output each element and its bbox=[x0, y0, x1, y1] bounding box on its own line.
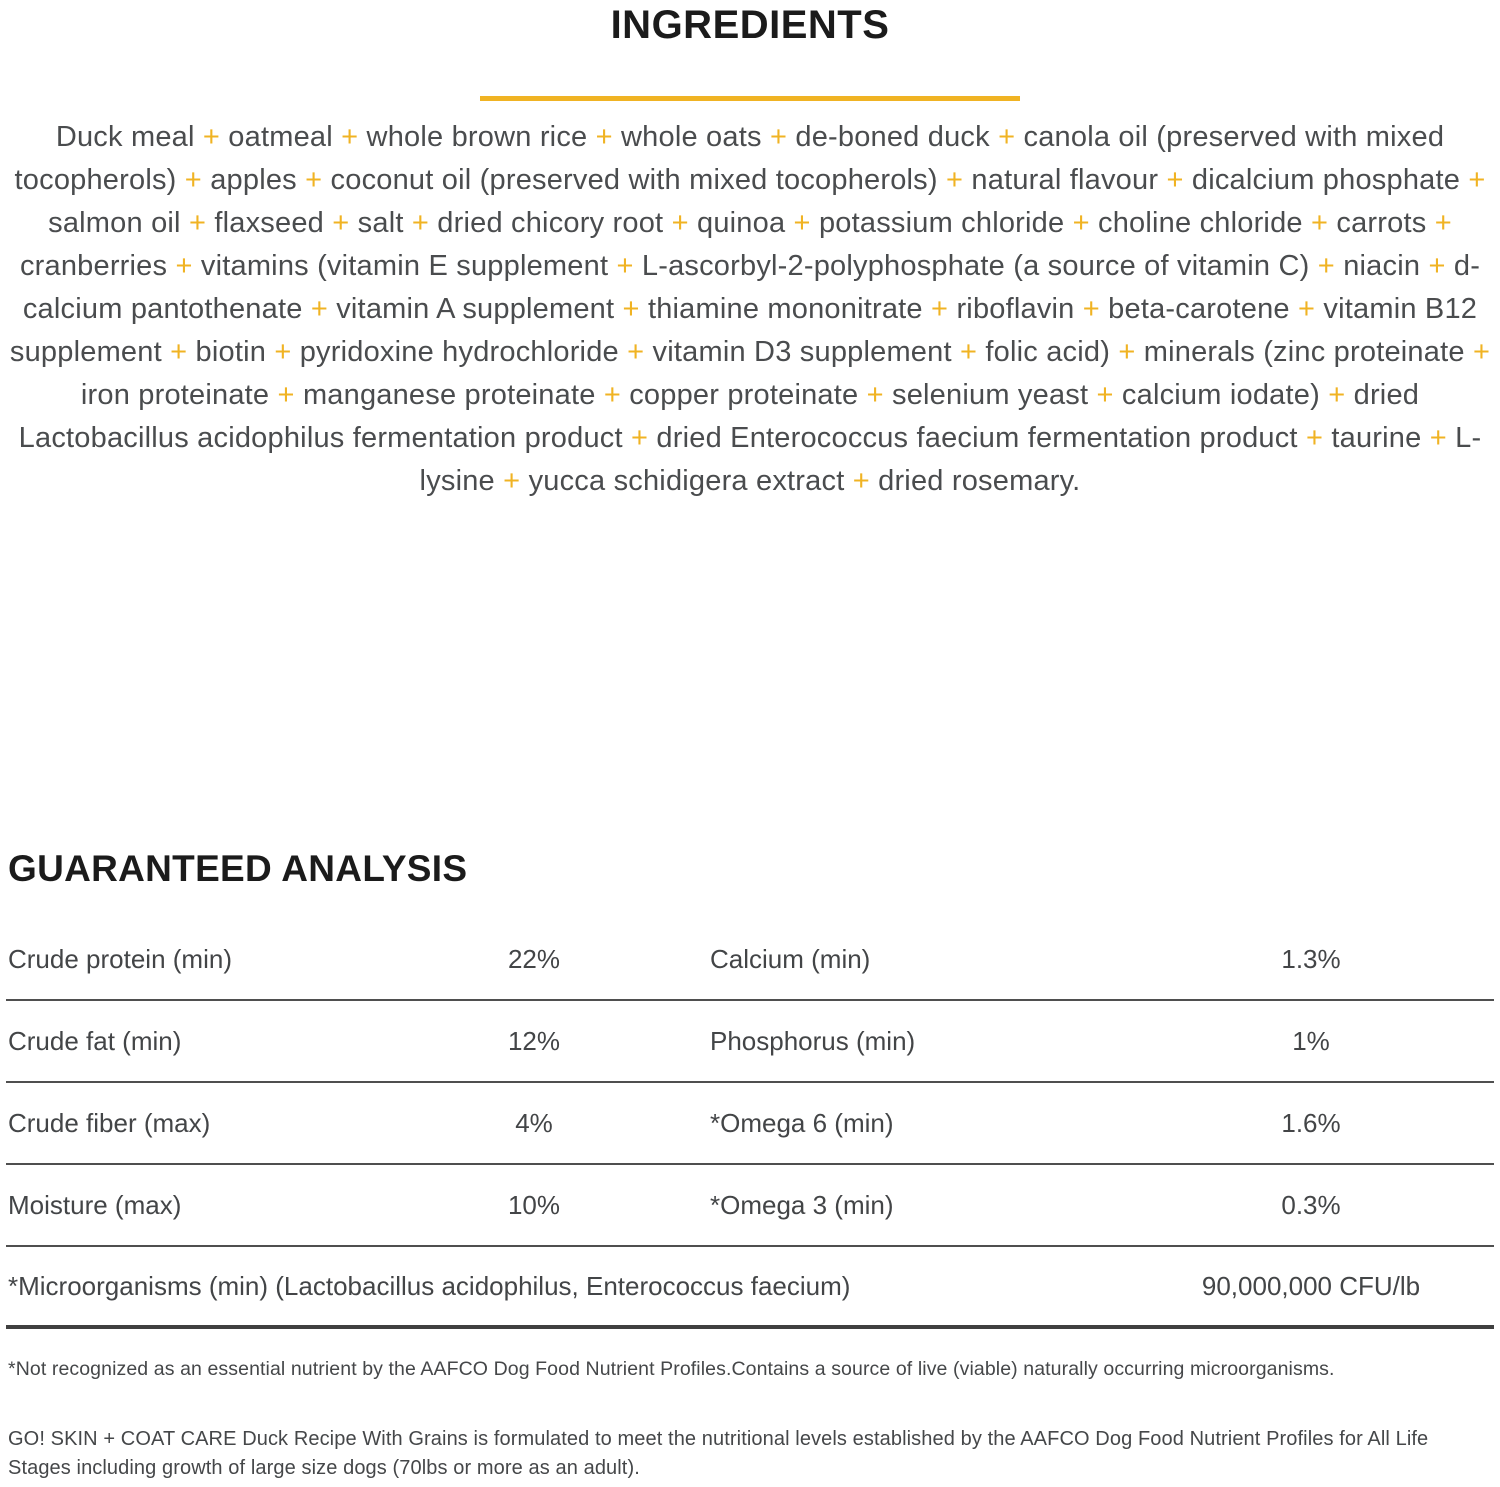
analysis-value: 1.6% bbox=[1281, 1107, 1341, 1138]
plus-separator-icon: + bbox=[793, 207, 811, 239]
plus-separator-icon: + bbox=[1298, 293, 1316, 325]
analysis-label: *Omega 6 (min) bbox=[710, 1107, 894, 1138]
plus-separator-icon: + bbox=[852, 465, 870, 497]
guaranteed-analysis-title: GUARANTEED ANALYSIS bbox=[8, 848, 468, 889]
analysis-row-crude-fat bbox=[6, 1001, 1494, 1083]
plus-separator-icon: + bbox=[1328, 379, 1346, 411]
plus-separator-icon: + bbox=[274, 336, 292, 368]
plus-separator-icon: + bbox=[277, 379, 295, 411]
plus-separator-icon: + bbox=[616, 250, 634, 282]
plus-separator-icon: + bbox=[1311, 207, 1329, 239]
plus-separator-icon: + bbox=[1429, 422, 1447, 454]
plus-separator-icon: + bbox=[627, 336, 645, 368]
plus-separator-icon: + bbox=[332, 207, 350, 239]
analysis-value: 90,000,000 CFU/lb bbox=[1201, 1270, 1421, 1301]
plus-separator-icon: + bbox=[170, 336, 188, 368]
formulation-statement: GO! SKIN + COAT CARE Duck Recipe With Grains is formulated to meet the nutritional levels established by the AAFCO Dog Food Nutrient Profiles for All Life Stages including growth of large size dogs (70lbs or more as an adult). bbox=[8, 1428, 1429, 1479]
plus-separator-icon: + bbox=[411, 207, 430, 239]
analysis-value: 1% bbox=[1292, 1025, 1330, 1056]
guaranteed-analysis-table bbox=[0, 919, 1500, 1329]
plus-separator-icon: + bbox=[631, 422, 649, 454]
plus-separator-icon: + bbox=[998, 121, 1016, 153]
analysis-value: 4% bbox=[515, 1107, 553, 1138]
plus-separator-icon: + bbox=[671, 207, 689, 239]
analysis-label: *Omega 3 (min) bbox=[710, 1189, 894, 1220]
analysis-value: 10% bbox=[507, 1189, 561, 1220]
analysis-value: 1.3% bbox=[1281, 943, 1341, 974]
analysis-row-microorganisms bbox=[6, 1247, 1494, 1329]
analysis-value: 22% bbox=[507, 943, 561, 974]
plus-separator-icon: + bbox=[1118, 336, 1136, 368]
plus-separator-icon: + bbox=[622, 293, 640, 325]
plus-separator-icon: + bbox=[503, 465, 521, 497]
plus-separator-icon: + bbox=[1072, 207, 1090, 239]
plus-separator-icon: + bbox=[310, 293, 328, 325]
aafco-footnote: *Not recognized as an essential nutrient by the AAFCO Dog Food Nutrient Profiles.Contains a source of live (viable) naturally occurring microorganisms. bbox=[8, 1358, 1335, 1380]
analysis-label: Phosphorus (min) bbox=[710, 1025, 916, 1056]
ingredients-title: INGREDIENTS bbox=[610, 3, 890, 47]
analysis-label: Crude protein (min) bbox=[8, 943, 232, 974]
plus-separator-icon: + bbox=[175, 250, 193, 282]
plus-separator-icon: + bbox=[1317, 250, 1335, 282]
plus-separator-icon: + bbox=[931, 293, 949, 325]
plus-separator-icon: + bbox=[946, 164, 964, 196]
plus-separator-icon: + bbox=[1434, 207, 1452, 239]
plus-separator-icon: + bbox=[959, 336, 978, 368]
plus-separator-icon: + bbox=[1305, 422, 1324, 454]
plus-separator-icon: + bbox=[184, 164, 202, 196]
plus-separator-icon: + bbox=[202, 121, 221, 153]
ingredients-list: Duck meal + oatmeal + whole brown rice + whole oats + de-boned duck + canola oil (preserved with mixed tocopherols) + apples + coconut oil (preserved with mixed tocopherols) + natural flavour + dicalcium phosphate + salmon oil + flaxseed + salt + dried chicory root + quinoa + potassium chloride + choline chloride + carrots + cranberries + vitamins (vitamin E supplement + L-ascorbyl-2-polyphosphate (a source of vitamin C) + niacin + d-calcium pantothenate + vitamin A supplement + thiamine mononitrate + riboflavin + beta-carotene + vitamin B12 supplement + biotin + pyridoxine hydrochloride + vitamin D3 supplement + folic acid) + minerals (zinc proteinate + iron proteinate + manganese proteinate + copper proteinate + selenium yeast + calcium iodate) + dried Lactobacillus acidophilus fermentation product + dried Enterococcus faecium fermentation product + taurine + L-lysine + yucca schidigera extract + dried rosemary. bbox=[9, 121, 1491, 497]
analysis-label: Crude fiber (max) bbox=[8, 1107, 211, 1138]
analysis-label: Moisture (max) bbox=[8, 1189, 182, 1220]
analysis-value: 0.3% bbox=[1281, 1189, 1341, 1220]
plus-separator-icon: + bbox=[1472, 336, 1491, 368]
plus-separator-icon: + bbox=[595, 121, 613, 153]
plus-separator-icon: + bbox=[603, 379, 621, 411]
plus-separator-icon: + bbox=[305, 164, 323, 196]
plus-separator-icon: + bbox=[188, 207, 207, 239]
analysis-value: 12% bbox=[507, 1025, 561, 1056]
plus-separator-icon: + bbox=[866, 379, 884, 411]
analysis-row-crude-protein bbox=[6, 919, 1494, 1001]
plus-separator-icon: + bbox=[1468, 164, 1486, 196]
analysis-row-moisture bbox=[6, 1165, 1494, 1247]
analysis-label: Calcium (min) bbox=[710, 943, 871, 974]
plus-separator-icon: + bbox=[1166, 164, 1184, 196]
analysis-label: *Microorganisms (min) (Lactobacillus acidophilus, Enterococcus faecium) bbox=[8, 1270, 851, 1301]
analysis-label: Crude fat (min) bbox=[8, 1025, 182, 1056]
plus-separator-icon: + bbox=[341, 121, 359, 153]
plus-separator-icon: + bbox=[1082, 293, 1100, 325]
plus-separator-icon: + bbox=[1096, 379, 1114, 411]
analysis-row-crude-fiber bbox=[6, 1083, 1494, 1165]
plus-separator-icon: + bbox=[769, 121, 788, 153]
plus-separator-icon: + bbox=[1428, 250, 1446, 282]
